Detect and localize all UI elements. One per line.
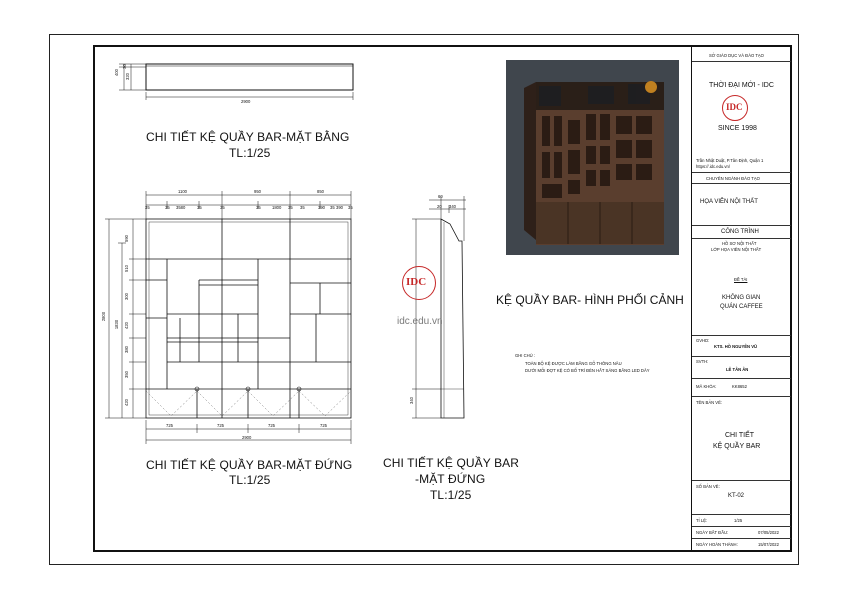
title-block: [691, 47, 790, 550]
tb-scale-label: TỈ LỆ:: [696, 518, 708, 523]
tb-drawing-name-line2: KỆ QUẦY BAR: [713, 443, 761, 450]
side-scale: TL:1/25: [430, 488, 472, 502]
front-sub-dim-6: 35: [256, 205, 261, 210]
notes-item-1: TOÀN BỘ KỆ ĐƯỢC LÀM BẰNG GỖ THÔNG NÂU: [525, 361, 622, 366]
front-sub-dim-9: 35: [300, 205, 305, 210]
front-sub-dim-12: 390: [336, 205, 343, 210]
front-sub-dim-1: 35: [145, 205, 150, 210]
tb-topic-line2: QUÁN CAFFEE: [720, 304, 763, 310]
side-top-dim-2: 20: [437, 204, 442, 209]
watermark-logo-text: IDC: [406, 276, 427, 288]
tb-drawing-no-value: KT-02: [728, 493, 745, 499]
tb-topic-line1: KHÔNG GIAN: [722, 295, 761, 301]
tb-drawing-name-label: TÊN BẢN VẼ:: [696, 400, 723, 405]
tb-address: Trần Nhật Duật, P.Tân Định, Quận 1: [696, 158, 764, 163]
side-top-dim-3: 340: [449, 204, 456, 209]
notes-item-2: DƯỚI MỖI ĐỢT KỆ CÓ BỐ TRÍ ĐÈN HẮT SÁNG BẰNG LED DÂY: [525, 368, 650, 373]
tb-drawing-name-line1: CHI TIẾT: [725, 432, 755, 439]
front-left-dim-7: 380: [124, 346, 129, 353]
tb-website: https://.idc.edu.vn/: [696, 164, 730, 169]
tb-project-line1: HỒ SƠ NỘI THẤT: [722, 241, 757, 246]
side-title-line1: CHI TIẾT KỆ QUẦY BAR: [383, 456, 520, 470]
side-top-dim-1: 60: [438, 194, 443, 199]
front-left-dim-5: 300: [124, 293, 129, 300]
front-bottom-dim-3: 725: [268, 423, 275, 428]
tb-student-value: LÊ TÂN ÂN: [726, 367, 749, 372]
front-left-dim-2: 1830: [114, 319, 120, 330]
side-title-line2: -MẶT ĐỨNG: [415, 472, 486, 486]
front-top-dim-2: 950: [254, 189, 261, 194]
tb-instructor-value: KTS. HỒ NGUYÊN VŨ: [714, 344, 758, 349]
perspective-title: KỆ QUẦY BAR- HÌNH PHỐI CẢNH: [496, 293, 684, 307]
front-sub-dim-8: 35: [288, 205, 293, 210]
front-left-dim-9: 420: [124, 399, 129, 406]
plan-title: CHI TIẾT KỆ QUẦY BAR-MẶT BẰNG: [146, 130, 350, 144]
front-left-dim-8: 350: [124, 371, 129, 378]
front-sub-dim-4: 35: [197, 205, 202, 210]
plan-scale: TL:1/25: [229, 146, 271, 160]
front-top-dim-1: 1100: [178, 189, 188, 194]
tb-instructor-label: GVHD:: [696, 338, 710, 343]
tb-course-label: MÃ KHÓA:: [696, 384, 717, 389]
front-sub-dim-13: 35: [348, 205, 353, 210]
front-bottom-dim-1: 725: [166, 423, 173, 428]
front-bottom-dim-4: 725: [320, 423, 327, 428]
front-scale: TL:1/25: [229, 473, 271, 487]
notes-heading: GHI CHÚ :: [515, 353, 536, 358]
tb-course-value: KK8652: [732, 384, 747, 389]
tb-student-label: SVTH:: [696, 359, 709, 364]
front-sub-dim-5: 35: [220, 205, 225, 210]
tb-major-value: HỌA VIÊN NỘI THẤT: [700, 199, 758, 205]
tb-end-value: 15/07/2022: [758, 542, 779, 547]
tb-topic-label: ĐỀ TÀI: [734, 277, 748, 282]
tb-start-label: NGÀY BẮT ĐẦU:: [696, 530, 729, 535]
tb-since: SINCE 1998: [718, 125, 757, 132]
front-bottom-total: 2900: [242, 435, 252, 440]
front-left-dim-total: 2800: [101, 311, 107, 322]
front-left-dim-3: 590: [124, 235, 129, 242]
tb-project-label: CÔNG TRÌNH: [721, 229, 759, 235]
tb-start-value: 07/05/2022: [758, 530, 779, 535]
front-top-dim-3: 850: [317, 189, 324, 194]
plan-depth-dim-3: 320: [125, 73, 130, 80]
plan-width-dim: 2900: [241, 99, 251, 104]
watermark-url: idc.edu.vn: [397, 316, 443, 327]
front-title: CHI TIẾT KỆ QUẦY BAR-MẶT ĐỨNG: [146, 458, 353, 472]
tb-project-line2: LỚP HỌA VIÊN NỘI THẤT: [711, 247, 762, 252]
tb-department: SỞ GIÁO DỤC VÀ ĐÀO TẠO: [709, 53, 764, 58]
tb-end-label: NGÀY HOÀN THÀNH:: [696, 542, 738, 547]
front-sub-dim-3: 3580: [176, 205, 186, 210]
front-bottom-dim-2: 725: [217, 423, 224, 428]
front-left-dim-4: 510: [124, 265, 129, 272]
front-left-dim-6: 420: [124, 322, 129, 329]
plan-depth-dim-1: 400: [114, 69, 119, 76]
tb-org-name: THỜI ĐẠI MỚI - IDC: [709, 82, 774, 89]
front-sub-dim-2: 35: [165, 205, 170, 210]
perspective-render: [506, 60, 679, 255]
side-bottom-dim: 340: [409, 397, 414, 404]
tb-major-label: CHUYÊN NGÀNH ĐÀO TẠO: [706, 176, 760, 181]
front-sub-dim-10: 390: [318, 205, 325, 210]
front-sub-dim-7: 1800: [272, 205, 282, 210]
tb-drawing-no-label: SỐ BẢN VẼ:: [696, 484, 720, 489]
tb-scale-value: 1/25: [734, 518, 743, 523]
render-shelf-illustration: [506, 60, 679, 255]
front-sub-dim-11: 35: [330, 205, 335, 210]
tb-logo-text: IDC: [726, 102, 743, 112]
plan-depth-dim-2: 30: [121, 64, 127, 69]
